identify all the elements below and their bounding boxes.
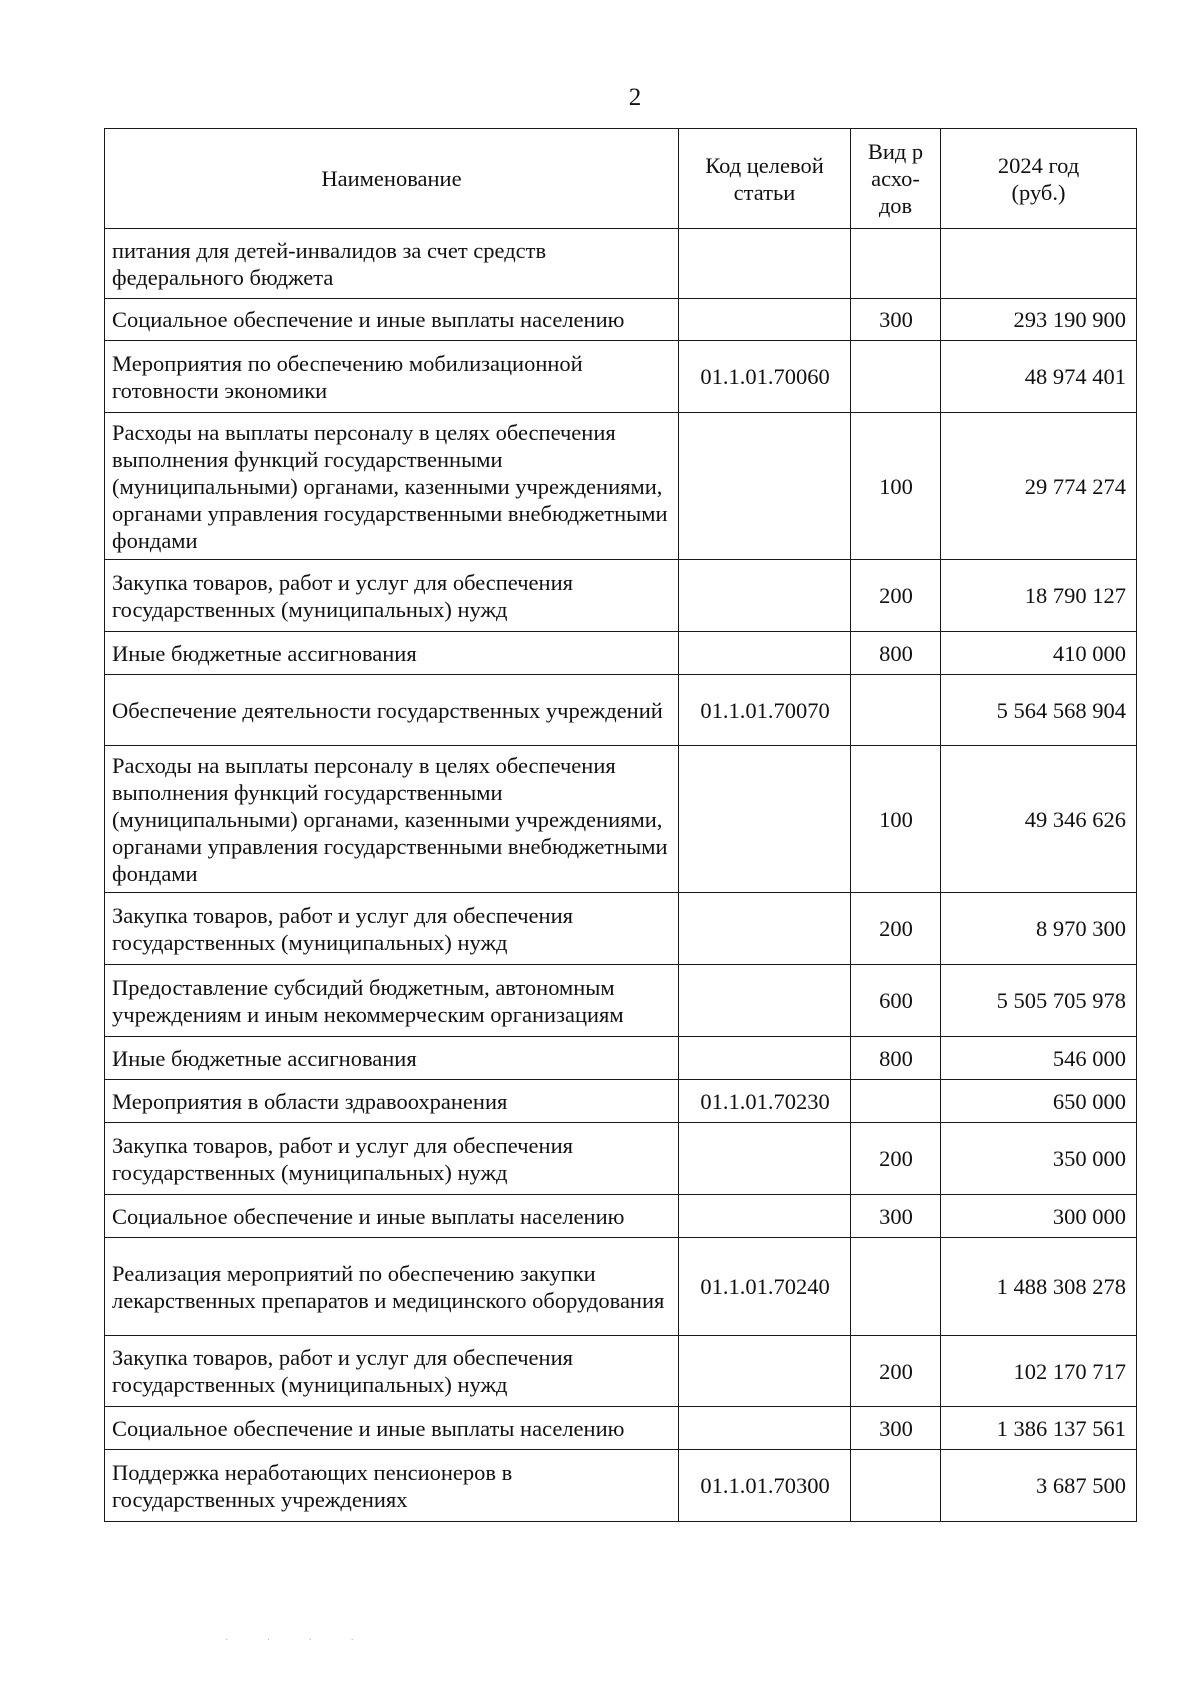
table-body [105, 229, 1137, 1522]
cell-type [851, 229, 941, 299]
cell-type: 300 [851, 1195, 941, 1238]
page-number: 2 [628, 84, 642, 111]
table-row [105, 1450, 1137, 1522]
cell-amount [941, 229, 1137, 299]
cell-amount: 8 970 300 [941, 893, 1137, 965]
cell-amount: 5 564 568 904 [941, 675, 1137, 746]
table-row [105, 413, 1137, 560]
cell-code [679, 965, 851, 1037]
cell-name: Закупка товаров, работ и услуг для обеспечения государственных (муниципальных) нужд [105, 1336, 679, 1407]
cell-name: Социальное обеспечение и иные выплаты населению [105, 1195, 679, 1238]
cell-code [679, 1037, 851, 1080]
cell-amount: 650 000 [941, 1080, 1137, 1123]
cell-type: 200 [851, 1336, 941, 1407]
cell-type: 100 [851, 746, 941, 893]
cell-type: 600 [851, 965, 941, 1037]
cell-amount: 48 974 401 [941, 341, 1137, 413]
cell-code [679, 1336, 851, 1407]
cell-amount: 293 190 900 [941, 299, 1137, 341]
cell-code: 01.1.01.70060 [679, 341, 851, 413]
cell-type: 200 [851, 1123, 941, 1195]
table-row [105, 1238, 1137, 1336]
cell-code [679, 413, 851, 560]
header-type [851, 129, 941, 229]
header-amount-text: 2024 год (руб.) [997, 152, 1080, 205]
cell-name: Иные бюджетные ассигнования [105, 632, 679, 675]
cell-type [851, 341, 941, 413]
cell-name: Расходы на выплаты персоналу в целях обеспечения выполнения функций государственными (муниципальными) органами, казенными учреждениями, органами управления государственными внебюджетными фондами [105, 746, 679, 893]
cell-name: питания для детей-инвалидов за счет средств федерального бюджета [105, 229, 679, 299]
cell-type: 200 [851, 560, 941, 632]
cell-code [679, 1407, 851, 1450]
table-row [105, 1037, 1137, 1080]
scan-artifact-dots: · · · · [225, 1635, 372, 1646]
budget-table [104, 128, 1137, 1522]
cell-amount: 300 000 [941, 1195, 1137, 1238]
table-row [105, 675, 1137, 746]
cell-code [679, 893, 851, 965]
table-row [105, 341, 1137, 413]
cell-code [679, 1123, 851, 1195]
cell-type [851, 1450, 941, 1522]
cell-amount: 1 386 137 561 [941, 1407, 1137, 1450]
table-row [105, 560, 1137, 632]
table-row [105, 1336, 1137, 1407]
cell-code: 01.1.01.70240 [679, 1238, 851, 1336]
cell-amount: 3 687 500 [941, 1450, 1137, 1522]
cell-code: 01.1.01.70300 [679, 1450, 851, 1522]
table-row [105, 1123, 1137, 1195]
cell-name: Закупка товаров, работ и услуг для обеспечения государственных (муниципальных) нужд [105, 560, 679, 632]
cell-name: Закупка товаров, работ и услуг для обеспечения государственных (муниципальных) нужд [105, 1123, 679, 1195]
cell-code [679, 1195, 851, 1238]
cell-type [851, 1238, 941, 1336]
cell-amount: 5 505 705 978 [941, 965, 1137, 1037]
table-row [105, 893, 1137, 965]
cell-code [679, 746, 851, 893]
cell-amount: 546 000 [941, 1037, 1137, 1080]
header-name: Наименование [105, 129, 679, 229]
header-code-text: Код целевой статьи [705, 152, 824, 205]
cell-name: Мероприятия в области здравоохранения [105, 1080, 679, 1123]
table-header [105, 129, 1137, 229]
cell-name: Поддержка неработающих пенсионеров в государственных учреждениях [105, 1450, 679, 1522]
cell-name: Обеспечение деятельности государственных учреждений [105, 675, 679, 746]
cell-code: 01.1.01.70070 [679, 675, 851, 746]
cell-type: 300 [851, 299, 941, 341]
cell-code [679, 229, 851, 299]
cell-amount: 1 488 308 278 [941, 1238, 1137, 1336]
table-row [105, 1407, 1137, 1450]
cell-type [851, 1080, 941, 1123]
cell-name: Иные бюджетные ассигнования [105, 1037, 679, 1080]
header-code [679, 129, 851, 229]
cell-type: 800 [851, 1037, 941, 1080]
cell-amount: 29 774 274 [941, 413, 1137, 560]
cell-name: Расходы на выплаты персоналу в целях обеспечения выполнения функций государственными (муниципальными) органами, казенными учреждениями, органами управления государственными внебюджетными фондами [105, 413, 679, 560]
table-row [105, 299, 1137, 341]
cell-type [851, 675, 941, 746]
cell-name: Социальное обеспечение и иные выплаты населению [105, 1407, 679, 1450]
header-row [105, 129, 1137, 229]
table-row [105, 1080, 1137, 1123]
table-row [105, 746, 1137, 893]
cell-type: 200 [851, 893, 941, 965]
cell-name: Мероприятия по обеспечению мобилизационной готовности экономики [105, 341, 679, 413]
cell-code [679, 632, 851, 675]
cell-code [679, 299, 851, 341]
cell-code [679, 560, 851, 632]
cell-name: Социальное обеспечение и иные выплаты населению [105, 299, 679, 341]
header-amount [941, 129, 1137, 229]
cell-type: 100 [851, 413, 941, 560]
table-row [105, 965, 1137, 1037]
cell-amount: 18 790 127 [941, 560, 1137, 632]
cell-amount: 350 000 [941, 1123, 1137, 1195]
cell-name: Реализация мероприятий по обеспечению закупки лекарственных препаратов и медицинского оборудования [105, 1238, 679, 1336]
cell-code: 01.1.01.70230 [679, 1080, 851, 1123]
cell-type: 300 [851, 1407, 941, 1450]
table-row [105, 632, 1137, 675]
header-type-text: Вид расхо-дов [867, 139, 924, 218]
cell-amount: 102 170 717 [941, 1336, 1137, 1407]
cell-name: Предоставление субсидий бюджетным, автономным учреждениям и иным некоммерческим организациям [105, 965, 679, 1037]
cell-name: Закупка товаров, работ и услуг для обеспечения государственных (муниципальных) нужд [105, 893, 679, 965]
table-row [105, 1195, 1137, 1238]
table-row [105, 229, 1137, 299]
cell-amount: 410 000 [941, 632, 1137, 675]
cell-amount: 49 346 626 [941, 746, 1137, 893]
cell-type: 800 [851, 632, 941, 675]
